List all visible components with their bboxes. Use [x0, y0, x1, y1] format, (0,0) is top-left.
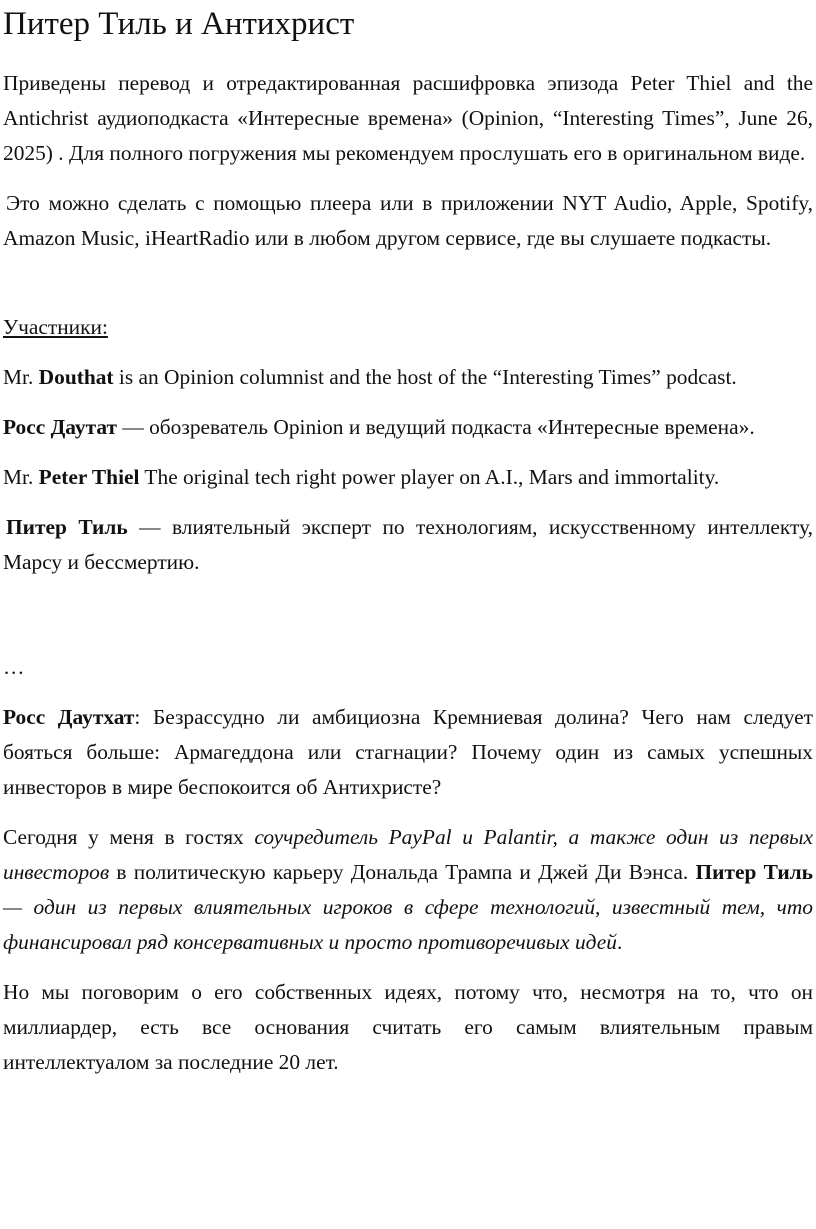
intro-paragraph: Приведены перевод и отредактированная расшифровка эпизода Peter Thiel and the Antichrist аудиоподкаста «Интересные времена» (Opinion, “Interesting Times”, June 26, 2025) . Для полного погружения мы рекомендуем прослушать его в оригинальном виде.	[3, 71, 813, 165]
ellipsis-separator: …	[3, 655, 25, 679]
body-paragraph-2	[3, 820, 813, 960]
page-title: Питер Тиль и Антихрист	[3, 6, 355, 42]
participant-thiel-en	[3, 460, 813, 495]
participant-douthat-en	[3, 360, 813, 395]
thiel-en-prefix: Mr.	[3, 465, 39, 489]
speaker-text: : Безрассудно ли амбициозна Кремниевая долина? Чего нам следует бояться больше: Армагеддона или стагнации? Почему один из самых успешных инвесторов в мире беспокоится об Антихристе?	[3, 705, 813, 799]
p2-text-1: Сегодня у меня в гостях	[3, 825, 255, 849]
thiel-ru-name: Питер Тиль	[6, 515, 128, 539]
p2-text-2: в политическую карьеру Дональда Трампа и Джей Ди Вэнса.	[109, 860, 696, 884]
douthat-ru-text: — обозреватель Opinion и ведущий подкаста «Интересные времена».	[117, 415, 755, 439]
thiel-ru-text: — влиятельный эксперт по технологиям, искусственному интеллекту, Марсу и бессмертию.	[3, 515, 813, 574]
body-paragraph-1	[3, 700, 813, 805]
douthat-en-name: Douthat	[38, 365, 114, 389]
participants-heading	[3, 310, 813, 345]
thiel-en-name: Peter Thiel	[38, 465, 140, 489]
p2-text-3: .	[616, 930, 623, 954]
p2-italic-2: — один из первых влиятельных игроков в сфере технологий, известный тем, что финансировал ряд консервативных и просто противоречивых идей	[3, 895, 813, 954]
p2-bold-name: Питер Тиль	[695, 860, 813, 884]
listen-paragraph: Это можно сделать с помощью плеера или в приложении NYT Audio, Apple, Spotify, Amazon Music, iHeartRadio или в любом другом сервисе, где вы слушаете подкасты.	[3, 191, 813, 250]
body-paragraph-3: Но мы поговорим о его собственных идеях, потому что, несмотря на то, что он миллиардер, есть все основания считать его самым влиятельным правым интеллектуалом за последние 20 лет.	[3, 980, 813, 1074]
participant-douthat-ru	[3, 410, 813, 445]
p2-italic-1: соучредитель PayPal и Palantir, а также один из первых инвесторов	[3, 825, 813, 884]
participants-heading-text: Участники:	[3, 315, 108, 339]
douthat-ru-name: Росс Даутат	[3, 415, 118, 439]
thiel-en-text: The original tech right power player on A.I., Mars and immortality.	[139, 465, 720, 489]
douthat-en-text: is an Opinion columnist and the host of the “Interesting Times” podcast.	[113, 365, 737, 389]
participant-thiel-ru	[3, 510, 813, 580]
douthat-en-prefix: Mr.	[3, 365, 39, 389]
speaker-name: Росс Даутхат	[3, 705, 135, 729]
